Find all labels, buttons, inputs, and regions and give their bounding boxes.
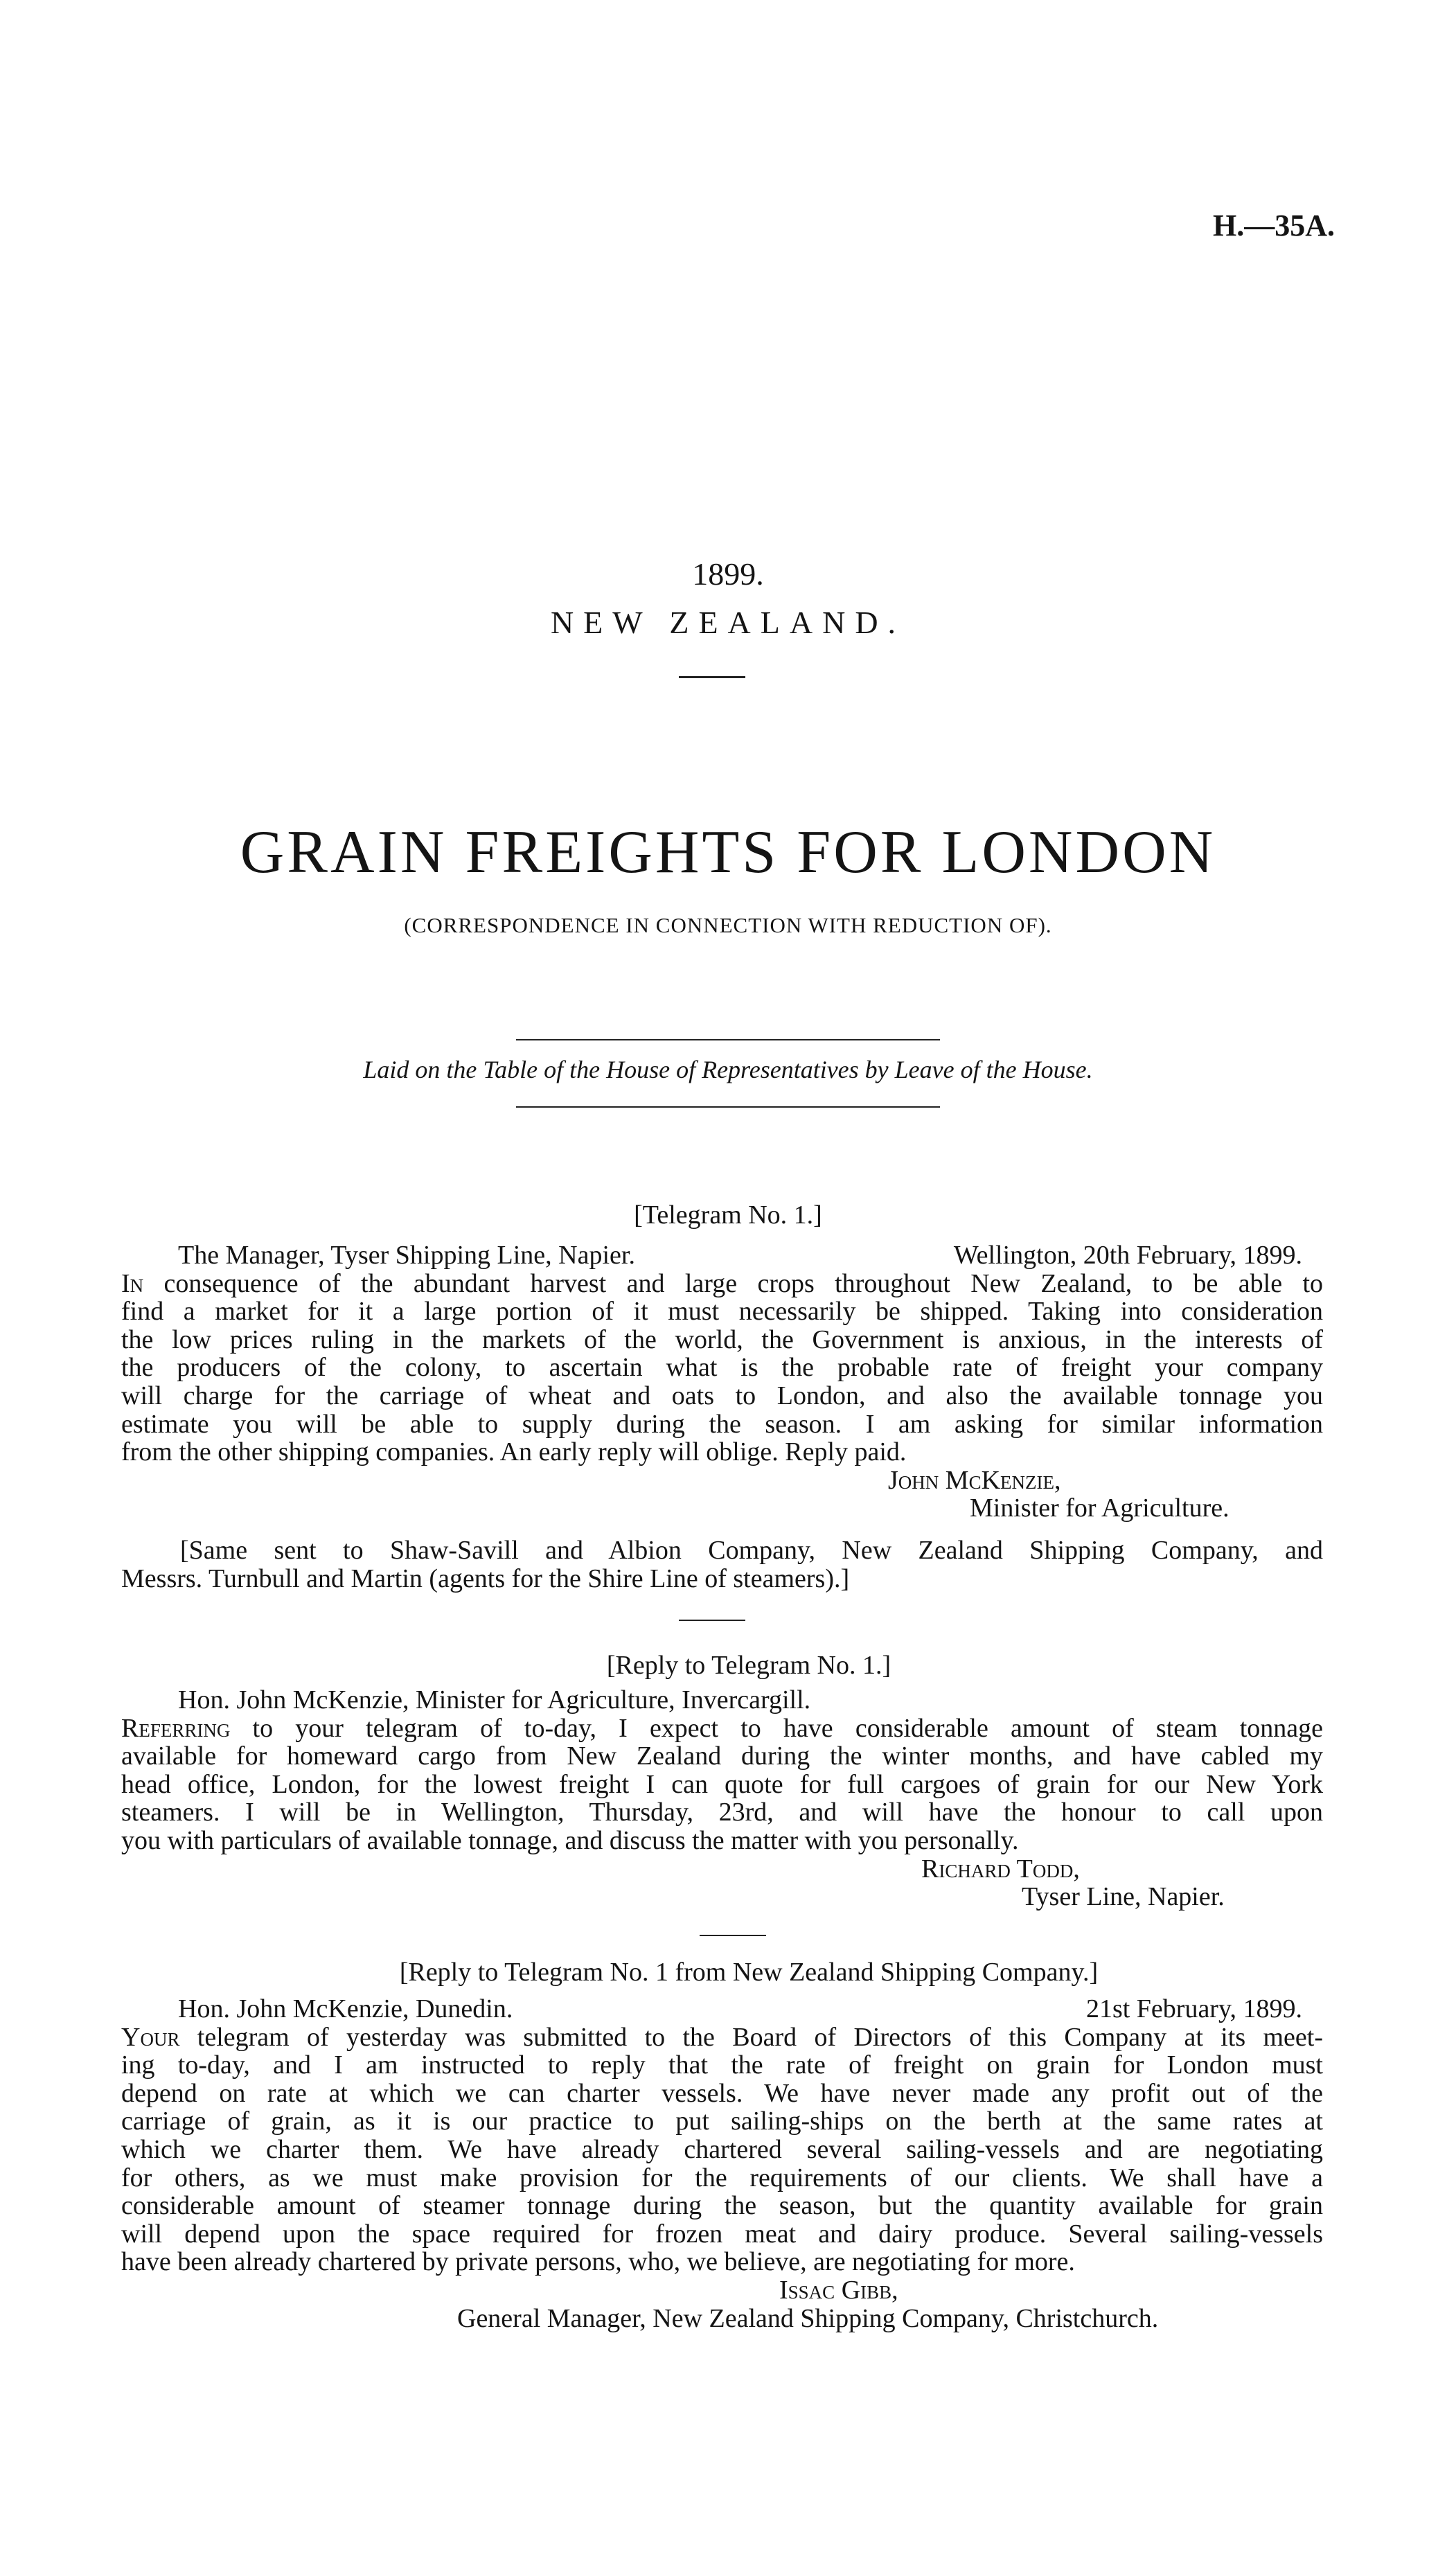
addressee: The Manager, Tyser Shipping Line, Napier. [178,1241,635,1270]
body-line: the producers of the colony, to ascertain what is the probable rate of freight your company [121,1353,1323,1383]
paper-reference: H.—35A. [1213,209,1335,242]
body-line: you with particulars of available tonnage, and discuss the matter with you personally. [121,1825,1019,1855]
body-line: will charge for the carriage of wheat and oats to London, and also the available tonnage you [121,1381,1323,1410]
body-line: have been already chartered by private persons, who, we believe, are negotiating for more. [121,2247,1075,2277]
country: NEW ZEALAND. [550,605,906,640]
body-line: considerable amount of steamer tonnage during the season, but the quantity available for grain [121,2191,1323,2221]
divider [700,1935,766,1936]
divider [679,1620,745,1621]
body-line: available for homeward cargo from New Zealand during the winter months, and have cabled my [121,1742,1323,1771]
reply-heading: [Reply to Telegram No. 1.] [606,1651,891,1680]
lead-word: In [121,1268,144,1298]
body-line: ing to-day, and I am instructed to reply that the rate of freight on grain for London must [121,2050,1323,2080]
body-line: Referring to your telegram of to-day, I expect to have considerable amount of steam tonnage [121,1713,1323,1743]
reply-body [121,1686,1323,1911]
lead-word: Your [121,2022,180,2052]
body-line: for others, as we must make provision for the requirements of our clients. We shall have a [121,2163,1323,2192]
body-line: the low prices ruling in the markets of the world, the Government is anxious, in the interests of [121,1324,1323,1354]
divider [516,1106,940,1108]
laid-on-table-note: Laid on the Table of the House of Representatives by Leave of the House. [363,1056,1093,1083]
document-title: GRAIN FREIGHTS FOR LONDON [240,819,1216,886]
reply-date: 21st February, 1899. [1085,1994,1302,2023]
note-line: [Same sent to Shaw-Savill and Albion Company, New Zealand Shipping Company, and [180,1535,1323,1565]
body-line: In consequence of the abundant harvest and large crops throughout New Zealand, to be able to [121,1268,1323,1298]
telegram-date: Wellington, 20th February, 1899. [953,1241,1302,1270]
body-line: from the other shipping companies. An early reply will oblige. Reply paid. [121,1437,907,1467]
document-subtitle: (CORRESPONDENCE IN CONNECTION WITH REDUCTION OF). [404,913,1052,937]
signatory-title: Minister for Agriculture. [970,1494,1229,1523]
note-line: Messrs. Turnbull and Martin (agents for the Shire Line of steamers).] [121,1563,850,1593]
body-line: head office, London, for the lowest freight I can quote for full cargoes of grain for our New York [121,1769,1323,1799]
address-line [121,1241,1323,1270]
addressee: Hon. John McKenzie, Minister for Agriculture, Invercargill. [178,1685,811,1714]
address-line [121,1995,1323,2023]
body-line: steamers. I will be in Wellington, Thursday, 23rd, and will have the honour to call upon [121,1798,1323,1827]
body-line: find a market for it a large portion of it must necessarily be shipped. Taking into consideration [121,1297,1323,1327]
body-line: depend on rate at which we can charter vessels. We have never made any profit out of the [121,2078,1323,2108]
divider [516,1039,940,1040]
telegram-heading: [Telegram No. 1.] [634,1200,822,1230]
body-line: will depend upon the space required for frozen meat and dairy produce. Several sailing-vessels [121,2219,1323,2249]
reply-heading: [Reply to Telegram No. 1 from New Zealand Shipping Company.] [399,1958,1099,1987]
lead-word: Referring [121,1713,231,1743]
signatory-title: General Manager, New Zealand Shipping Company, Christchurch. [457,2303,1159,2333]
signatory-title: Tyser Line, Napier. [1022,1882,1225,1912]
divider [679,676,745,678]
year: 1899. [692,556,764,592]
signatory: Issac Gibb, [779,2275,898,2305]
addressee: Hon. John McKenzie, Dunedin. [178,1994,513,2023]
body-line: carriage of grain, as it is our practice to put sailing-ships on the berth at the same rates at [121,2107,1323,2136]
body-line: Your telegram of yesterday was submitted to the Board of Directors of this Company at its meet- [121,2022,1323,2052]
body-line: which we charter them. We have already chartered several sailing-vessels and are negotiating [121,2134,1323,2164]
telegram-body [121,1241,1323,1593]
body-line: estimate you will be able to supply during the season. I am asking for similar information [121,1409,1323,1439]
signatory: Richard Todd, [921,1854,1080,1884]
signatory: John McKenzie, [888,1465,1061,1495]
reply-body [121,1995,1323,2332]
